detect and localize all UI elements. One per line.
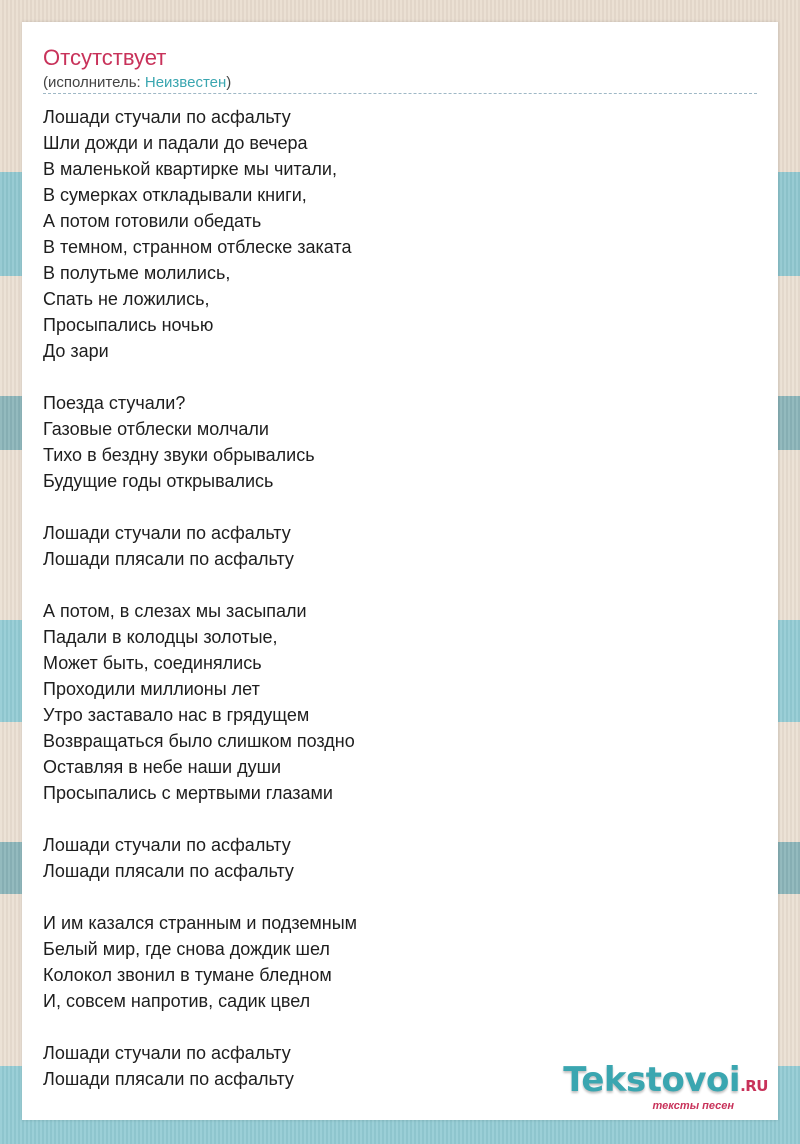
artist-line — [43, 74, 231, 92]
lyric-line: До зари — [43, 341, 109, 361]
lyric-line: Тихо в бездну звуки обрывались — [43, 445, 315, 465]
title-divider — [43, 93, 757, 94]
lyric-line: Будущие годы открывались — [43, 471, 274, 491]
lyric-line: Лошади стучали по асфальту — [43, 107, 291, 127]
stanza-break — [43, 884, 357, 910]
lyric-line: Спать не ложились, — [43, 289, 210, 309]
site-logo[interactable] — [563, 1062, 768, 1112]
song-title: Отсутствует — [43, 45, 167, 70]
artist-suffix: ) — [226, 74, 232, 91]
lyric-line: Лошади стучали по асфальту — [43, 1043, 291, 1063]
lyric-line: Падали в колодцы золотые, — [43, 627, 278, 647]
lyric-line: А потом, в слезах мы засыпали — [43, 601, 307, 621]
lyric-line: Проходили миллионы лет — [43, 679, 260, 699]
lyric-line: Утро заставало нас в грядущем — [43, 705, 310, 725]
lyric-line: В маленькой квартирке мы читали, — [43, 159, 337, 179]
lyric-line: Просыпались ночью — [43, 315, 214, 335]
lyric-line: В темном, странном отблеске заката — [43, 237, 352, 257]
lyric-line: И им казался странным и подземным — [43, 913, 358, 933]
lyrics-sheet — [22, 22, 778, 1120]
lyric-line: Лошади стучали по асфальту — [43, 835, 291, 855]
lyric-line: Просыпались с мертвыми глазами — [43, 783, 333, 803]
lyric-line: А потом готовили обедать — [43, 211, 262, 231]
lyric-line: Колокол звонил в тумане бледном — [43, 965, 332, 985]
logo-tagline: тексты песен — [652, 1100, 734, 1112]
lyric-line: Лошади плясали по асфальту — [43, 549, 294, 569]
artist-prefix: (исполнитель: — [43, 74, 145, 91]
stanza-break — [43, 494, 357, 520]
stanza-break — [43, 1014, 357, 1040]
lyric-line: Возвращаться было слишком поздно — [43, 731, 355, 751]
lyric-line: В полутьме молились, — [43, 263, 231, 283]
lyric-line: И, совсем напротив, садик цвел — [43, 991, 311, 1011]
lyric-line: Может быть, соединялись — [43, 653, 262, 673]
lyrics-text — [43, 104, 357, 1092]
lyric-line: Шли дожди и падали до вечера — [43, 133, 308, 153]
logo-main-text: Tekstovoi — [563, 1060, 741, 1100]
stanza-break — [43, 364, 357, 390]
lyric-line: Лошади стучали по асфальту — [43, 523, 291, 543]
logo-tld: .RU — [740, 1077, 768, 1095]
lyric-line: Газовые отблески молчали — [43, 419, 269, 439]
stanza-break — [43, 806, 357, 832]
lyric-line: Поезда стучали? — [43, 393, 186, 413]
artist-link[interactable]: Неизвестен — [144, 74, 227, 91]
lyric-line: Лошади плясали по асфальту — [43, 861, 294, 881]
stanza-break — [43, 572, 357, 598]
lyric-line: Лошади плясали по асфальту — [43, 1069, 294, 1089]
lyric-line: Белый мир, где снова дождик шел — [43, 939, 330, 959]
lyric-line: В сумерках откладывали книги, — [43, 185, 307, 205]
lyric-line: Оставляя в небе наши души — [43, 757, 282, 777]
